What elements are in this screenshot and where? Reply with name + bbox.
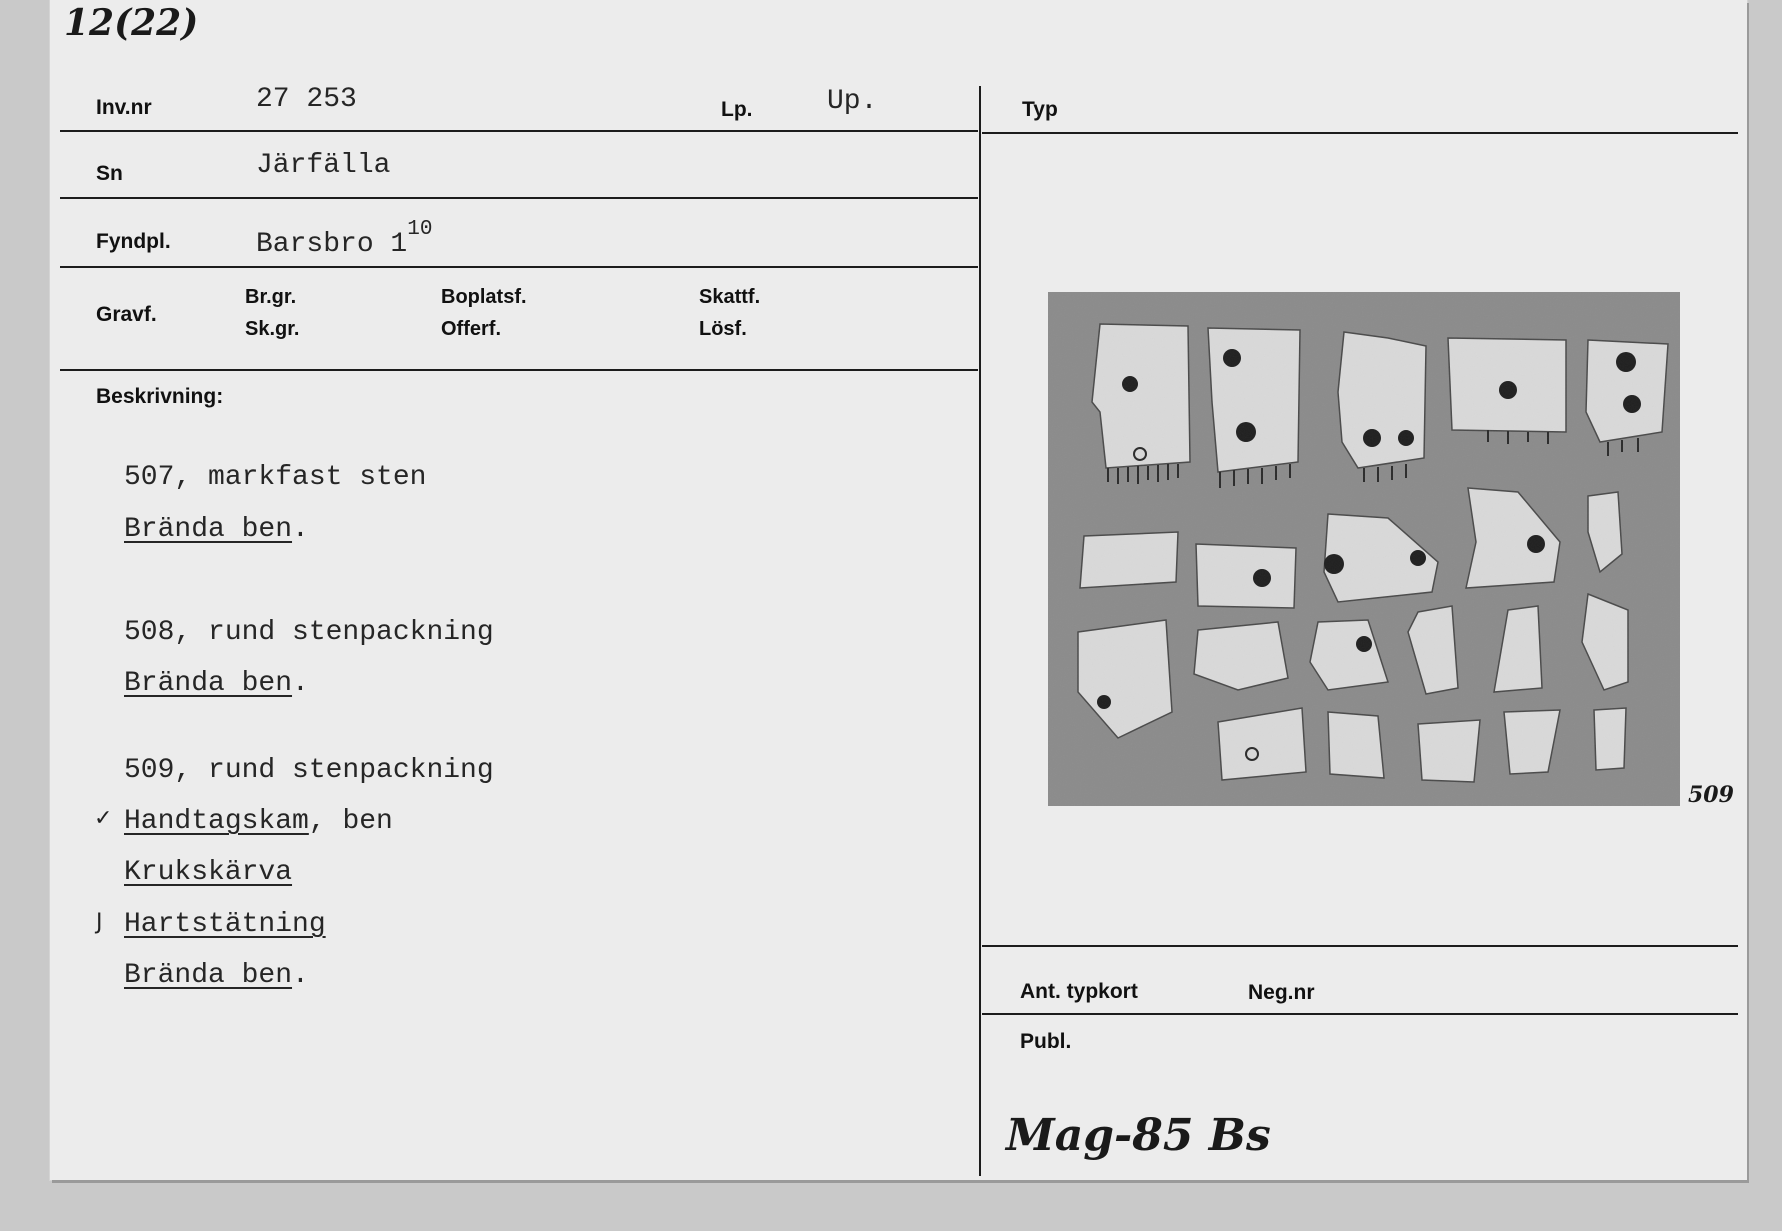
losf-label: Lösf. [699,318,747,340]
sn-label: Sn [96,162,123,185]
photo-caption: 509 [1688,782,1734,808]
description-line [124,806,393,837]
description-underlined: Hartstätning [124,909,326,940]
publ-label: Publ. [1020,1030,1072,1053]
typ-label: Typ [1022,98,1058,121]
lp-value: Up. [827,86,878,117]
description-line [124,617,494,648]
brgr-label: Br.gr. [245,286,297,308]
check-mark: ✓ [94,806,113,831]
rule-typ [982,132,1738,134]
lp-label: Lp. [721,98,753,121]
handwritten-note: Mag-85 Bs [1006,1110,1271,1161]
artifact-photo [1048,292,1680,806]
description-text: 508, rund stenpackning [124,617,494,648]
description-line [124,909,326,940]
rule-gravf [60,369,978,371]
rule-sn [60,197,978,199]
rule-typ-bottom [982,945,1738,947]
beskrivning-label: Beskrivning: [96,385,224,408]
inv-label: Inv.nr [96,96,152,119]
center-divider [979,86,981,1176]
rule-fyndpl [60,266,978,268]
rule-neg [982,1013,1738,1015]
fyndpl-text: Barsbro 1 [256,229,408,260]
bone-fragments-image [1048,292,1680,806]
description-rest: . [292,514,309,545]
description-line [124,514,309,545]
rule-inv [60,130,978,132]
description-rest: . [292,960,309,991]
skattf-label: Skattf. [699,286,761,308]
description-line [124,462,426,493]
offerf-label: Offerf. [441,318,501,340]
description-line [124,960,309,991]
description-line [124,668,309,699]
fyndpl-value [256,218,432,260]
ant-typkort-label: Ant. typkort [1020,980,1138,1003]
description-line [124,755,494,786]
fyndpl-superscript: 10 [407,218,433,241]
boplatsf-label: Boplatsf. [441,286,527,308]
description-rest: . [292,668,309,699]
description-underlined: Brända ben [124,668,293,699]
gravf-label: Gravf. [96,303,157,326]
corner-note: 12(22) [64,2,199,44]
sn-value: Järfälla [256,150,391,181]
skgr-label: Sk.gr. [245,318,300,340]
inv-value: 27 253 [256,84,357,115]
neg-nr-label: Neg.nr [1248,981,1315,1004]
fyndpl-label: Fyndpl. [96,230,171,253]
description-line [124,857,292,888]
description-rest: , ben [308,806,393,837]
description-underlined: Brända ben [124,514,293,545]
description-text: 507, markfast sten [124,462,427,493]
description-underlined: Brända ben [124,960,293,991]
description-underlined: Krukskärva [124,857,293,888]
description-underlined: Handtagskam [124,806,309,837]
check-mark: J [96,910,103,935]
description-text: 509, rund stenpackning [124,755,494,786]
